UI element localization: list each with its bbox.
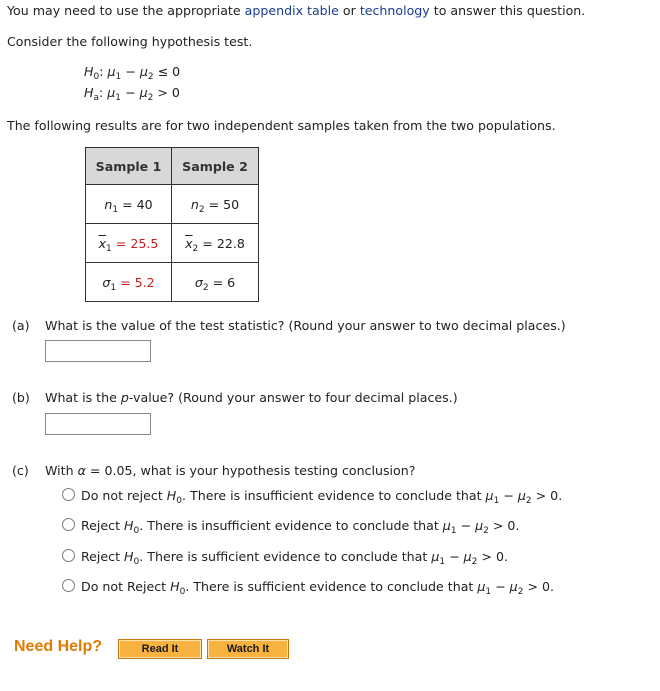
option-1-tail: > 0. [535, 488, 563, 503]
technology-link[interactable]: technology [359, 3, 430, 18]
option-3-radio[interactable] [62, 549, 75, 562]
results-text: The following results are for two independent samples taken from the two populations. [7, 118, 556, 133]
option-2-lead: Reject [81, 518, 125, 533]
sigma2-value: = 6 [212, 274, 236, 290]
x1-value: = 25.5 [115, 235, 159, 251]
option-4-radio[interactable] [62, 579, 75, 592]
part-c-pre: With [45, 463, 78, 478]
intro-line [7, 3, 585, 18]
table-header-row [86, 148, 259, 185]
p-value-input[interactable] [45, 413, 151, 435]
part-b-label: (b) [12, 390, 30, 405]
sample-table [85, 147, 259, 302]
option-1-radio[interactable] [62, 488, 75, 501]
alpha-symbol: α [77, 463, 86, 478]
mu-symbol: μ [107, 85, 116, 100]
table-row-xbar [86, 224, 259, 263]
option-2-rest: . There is insufficient evidence to conclude that [139, 518, 443, 533]
p-symbol: p [120, 390, 129, 405]
part-b-question [45, 390, 458, 405]
cell-n2: $n_2 = 50$ [172, 185, 259, 224]
option-3-lead: Reject [81, 549, 125, 564]
table-row-n [86, 185, 259, 224]
part-c-question [45, 463, 415, 478]
option-4-text: Do not Reject $H_0$. There is sufficient evidence to conclude that $\mu_1 - \mu_2 > 0$. [81, 579, 555, 597]
header-sample-2: Sample 2 [172, 148, 259, 185]
h0-subscript: 0 [93, 72, 100, 82]
option-1-lead: Do not reject [81, 488, 167, 503]
cell-sigma1: $\sigma_1 = 5.2$ [86, 263, 172, 302]
consider-text: Consider the following hypothesis test. [7, 34, 253, 49]
subscript-2: 2 [147, 93, 154, 103]
subscript-1: 1 [115, 93, 121, 103]
part-a-question: What is the value of the test statistic? (Round your answer to two decimal places.) [45, 318, 566, 333]
ha-relation: > 0 [157, 85, 180, 100]
option-4-lead: Do not Reject [81, 579, 171, 594]
option-4-tail: > 0. [527, 579, 555, 594]
option-2-tail: > 0. [492, 518, 520, 533]
subscript-2: 2 [147, 72, 154, 82]
intro-prefix: You may need to use the appropriate [7, 3, 245, 18]
mu-symbol: μ [107, 64, 116, 79]
n2-value: = 50 [208, 196, 240, 212]
n1-value: = 40 [122, 196, 153, 212]
option-2-text: Reject $H_0$. There is insufficient evidence to conclude that $\mu_1 - \mu_2 > 0$. [81, 518, 520, 536]
option-4-rest: . There is sufficient evidence to conclude that [185, 579, 478, 594]
h0-symbol: H [84, 64, 94, 79]
minus-sign: − [125, 85, 136, 100]
option-1-text: Do not reject $H_0$. There is insufficient evidence to conclude that $\mu_1 - \mu_2 > 0$. [81, 488, 563, 506]
h0-relation: ≤ 0 [157, 64, 181, 79]
header-sample-1: Sample 1 [86, 148, 172, 185]
mu-symbol: μ [139, 64, 148, 79]
part-c-label: (c) [12, 463, 29, 478]
minus-sign: − [125, 64, 136, 79]
table-row-sigma [86, 263, 259, 302]
option-3-text: Reject $H_0$. There is sufficient evidence to conclude that $\mu_1 - \mu_2 > 0$. [81, 549, 508, 567]
subscript-1: 1 [115, 72, 122, 82]
part-b-pre: What is the [45, 390, 121, 405]
sigma1-value: = 5.2 [120, 274, 155, 290]
option-2-radio[interactable] [62, 518, 75, 531]
test-statistic-input[interactable] [45, 340, 151, 362]
watch-it-button[interactable]: Watch It [207, 639, 289, 659]
cell-x2: $\overline{x}_2 = 22.8$ [172, 224, 259, 263]
cell-x1: $\overline{x}_1 = 25.5$ [86, 224, 172, 263]
intro-middle: or [338, 3, 360, 18]
need-help-label: Need Help? [14, 638, 103, 655]
option-1-rest: . There is insufficient evidence to conclude that [182, 488, 486, 503]
x2-value: = 22.8 [202, 235, 245, 251]
ha-symbol: H [84, 85, 94, 100]
part-c-post: = 0.05, what is your hypothesis testing conclusion? [85, 463, 416, 478]
cell-n1: $n_1 = 40$ [86, 185, 172, 224]
part-a-label: (a) [12, 318, 30, 333]
ha-subscript: a [93, 93, 99, 103]
appendix-table-link[interactable]: appendix table [244, 3, 339, 18]
cell-sigma2: $\sigma_2 = 6$ [172, 263, 259, 302]
read-it-button[interactable]: Read It [118, 639, 202, 659]
part-b-post: -value? (Round your answer to four decimal places.) [128, 390, 458, 405]
option-3-rest: . There is sufficient evidence to conclude that [139, 549, 432, 564]
null-hypothesis: $H_0$: $\mu_1 - \mu_2 \le 0$ [84, 64, 181, 82]
alternative-hypothesis: $H_a$: $\mu_1 - \mu_2 > 0$ [84, 85, 180, 103]
intro-suffix: to answer this question. [429, 3, 586, 18]
option-3-tail: > 0. [481, 549, 508, 564]
mu-symbol: μ [139, 85, 148, 100]
